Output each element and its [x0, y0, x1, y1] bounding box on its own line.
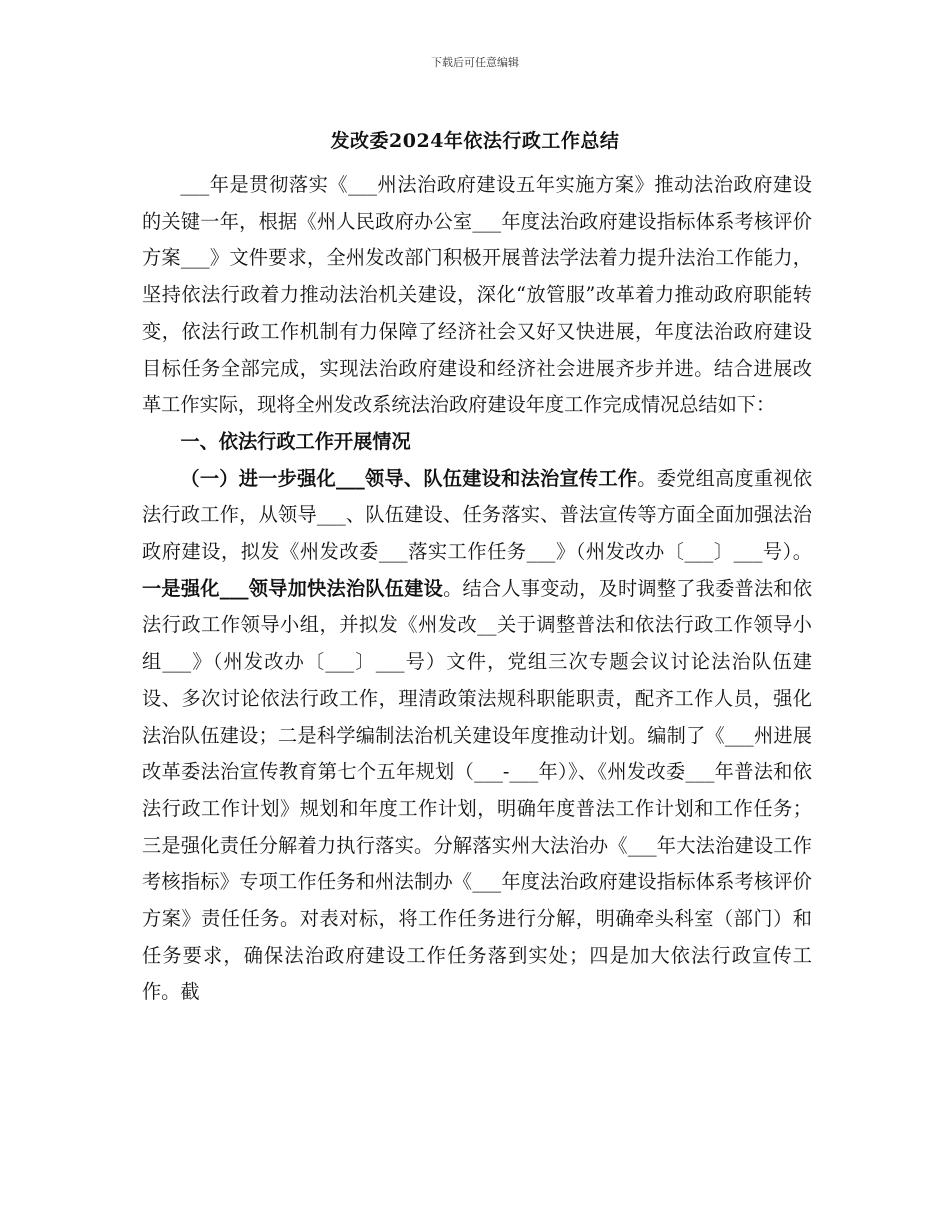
subsection-text: 。委党组高度重视依法行政工作，从领导___、队伍建设、任务落实、普法宣传等方面全面加强法治政府建设，拟发《州发改委___落实工作任务___》（州发改办〔___〕___号）。	[142, 466, 813, 564]
page-header-note: 下载后可任意编辑	[431, 56, 519, 69]
intro-paragraph: ___年是贯彻落实《___州法治政府建设五年实施方案》推动法治政府建设的关键一年，根据《州人民政府办公室___年度法治政府建设指标体系考核评价方案___》文件要求，全州发改部门积极开展普法学法着力提升法治工作能力，坚持依法行政着力推动法治机关建设，深化“放管服”改革着力推动政府职能转变，依法行政工作机制有力保障了经济社会又好又快进展，年度法治政府建设目标任务全部完成，实现法治政府建设和经济社会进展齐步并进。结合进展改革工作实际，现将全州发改系统法治政府建设年度工作完成情况总结如下：	[142, 173, 812, 417]
point-title: 一是强化___领导加快法治队伍建设	[142, 576, 444, 600]
section-heading: 一、依法行政工作开展情况	[180, 429, 411, 453]
subsection-title: （一）进一步强化___领导、队伍建设和法治宣传工作	[180, 466, 638, 490]
section-paragraph	[142, 461, 812, 1012]
document-title: 发改委2024年依法行政工作总结	[330, 130, 620, 152]
document-body	[142, 167, 812, 1011]
point-text: 。结合人事变动，及时调整了我委普法和依法行政工作领导小组，并拟发《州发改__关于调整普法和依法行政工作领导小组___》（州发改办〔___〕___号）文件，党组三次专题会议讨论法治队伍建设、多次讨论依法行政工作，理清政策法规科职能职责，配齐工作人员，强化法治队伍建设；二是科学编制法治机关建设年度推动计划。编制了《___州进展改革委法治宣传教育第七个五年规划（___-___年）》、《州发改委___年普法和依法行政工作计划》规划和年度工作计划，明确年度普法工作计划和工作任务；三是强化责任分解着力执行落实。分解落实州大法治办《___年大法治建设工作考核指标》专项工作任务和州法制办《___年度法治政府建设指标体系考核评价方案》责任任务。对表对标，将工作任务进行分解，明确牵头科室（部门）和任务要求，确保法治政府建设工作任务落到实处；四是加大依法行政宣传工作。截	[142, 576, 813, 1004]
